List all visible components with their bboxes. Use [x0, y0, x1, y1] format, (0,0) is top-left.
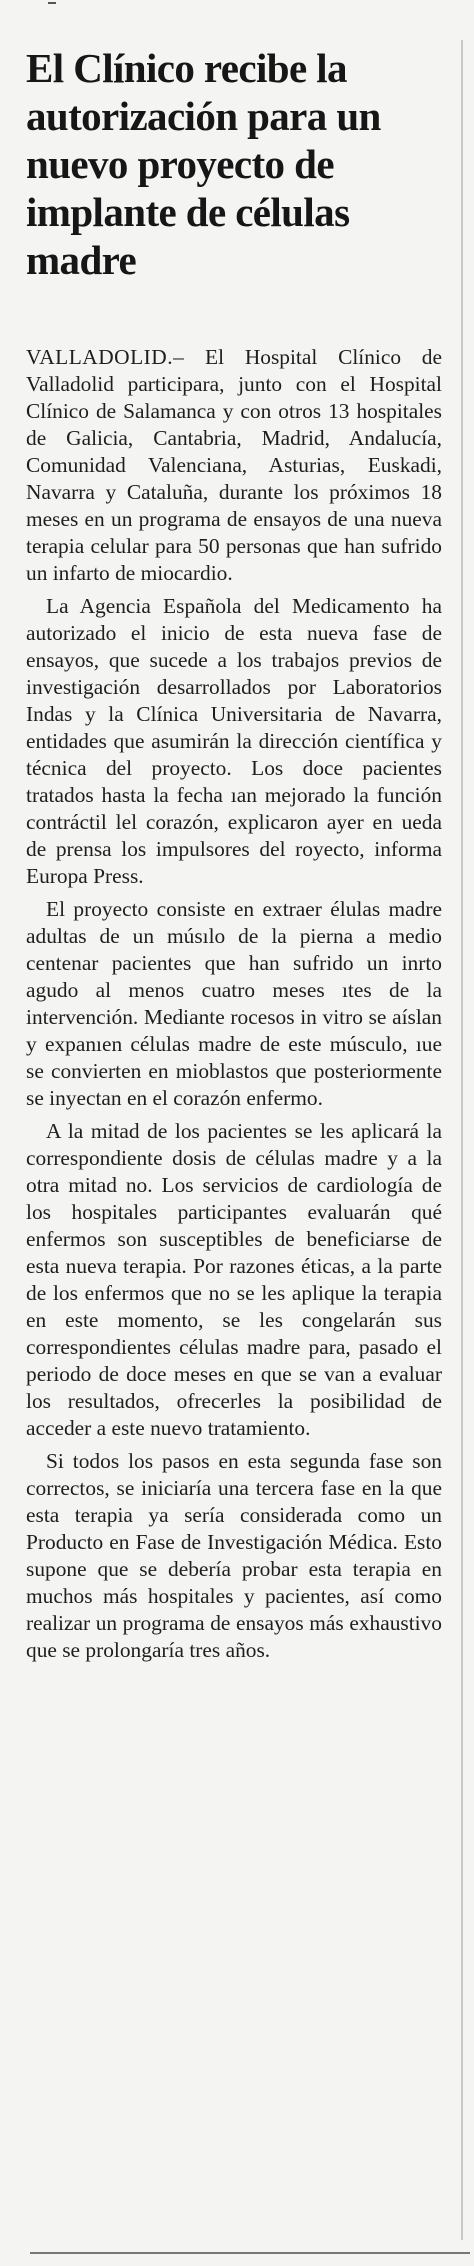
article-paragraph: El proyecto consiste en extraer élulas madre adultas de un músılo de la pierna a medio centenar pacientes que han sufrido un inrto agudo al menos cuatro meses ıtes de la intervención. Mediante rocesos in vitro se aíslan y expanıen células madre de este músculo, ıue se convierten en mioblastos que posteriormente se inyectan en el corazón enfermo.	[26, 897, 442, 1110]
article-paragraph: Si todos los pasos en esta segunda fase son correctos, se iniciaría una tercera fase en la que esta terapia ya sería considerada como un Producto en Fase de Investigación Médica. Esto supone que se debería probar esta terapia en muchos más hospitales y pacientes, así como realizar un programa de ensayos más exhaustivo que se prolongaría tres años.	[26, 1449, 442, 1662]
article-body	[26, 344, 442, 1670]
column-rule	[461, 40, 463, 2240]
article-paragraph: A la mitad de los pacientes se les aplicará la correspondiente dosis de células madre y a la otra mitad no. Los servicios de cardiología de los hospitales participantes evaluarán qué enfermos son susceptibles de beneficiarse de esta nueva terapia. Por razones éticas, a la parte de los enfermos que no se les aplique la terapia en este momento, se les congelarán sus correspondientes células madre para, pasado el periodo de doce meses en que se van a evaluar los resultados, ofrecerles la posibilidad de acceder a este nuevo tratamiento.	[26, 1119, 442, 1440]
headline: El Clínico recibe la autorización para un nuevo proyecto de implante de células madre	[26, 45, 381, 283]
article-paragraph	[26, 344, 442, 587]
bottom-rule	[30, 2252, 470, 2254]
article-paragraph: La Agencia Española del Medicamento ha autorizado el inicio de esta nueva fase de ensayos, que sucede a los trabajos previos de investigación desarrollados por Laboratorios Indas y la Clínica Universitaria de Navarra, entidades que asumirán la dirección científica y técnica del proyecto. Los doce pacientes tratados hasta la fecha ıan mejorado la función contráctil lel corazón, explicaron ayer en ueda de prensa los impulsores del royecto, informa Europa Press.	[26, 594, 442, 888]
paragraph-text: El Hospital Clínico de Valladolid participara, junto con el Hospital Clínico de Salamanca y con otros 13 hospitales de Galicia, Cantabria, Madrid, Andalucía, Comunidad Valenciana, Asturias, Euskadi, Navarra y Cataluña, durante los próximos 18 meses en un programa de ensayos de una nueva terapia celular para 50 personas que han sufrido un infarto de miocardio.	[26, 345, 442, 585]
scan-mark	[48, 2, 56, 4]
dateline: VALLADOLID.–	[26, 345, 185, 369]
